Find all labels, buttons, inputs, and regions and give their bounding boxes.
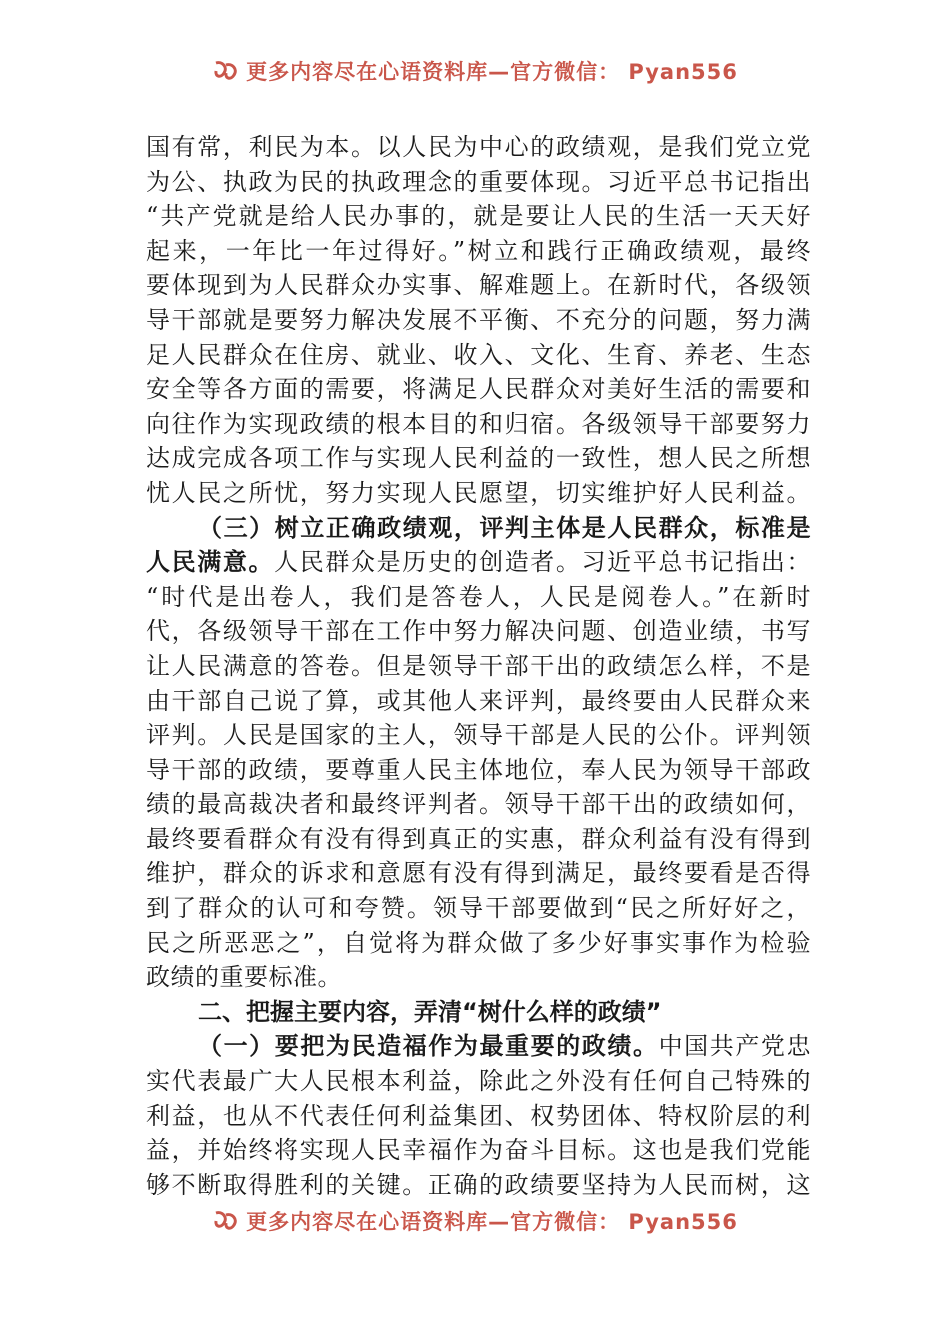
paragraph-line: 向往作为实现政绩的根本目的和归宿。各级领导干部要努力: [146, 409, 811, 438]
paragraph-line: 让人民满意的答卷。但是领导干部干出的政绩怎么样，不是: [146, 651, 811, 680]
paragraph-line: （一）要把为民造福作为最重要的政绩。中国共产党忠: [198, 1031, 812, 1061]
paragraph-line: 够不断取得胜利的关键。正确的政绩要坚持为人民而树，这: [146, 1170, 811, 1199]
paragraph-line: 实代表最广大人民根本利益，除此之外没有任何自己特殊的: [146, 1067, 811, 1096]
section-subheading: （一）要把为民造福作为最重要的政绩。: [198, 1031, 659, 1061]
paragraph-line: 国有常，利民为本。以人民为中心的政绩观，是我们党立党: [146, 133, 811, 161]
watermark-top: [0, 51, 950, 91]
watermark-bottom: [0, 1201, 950, 1241]
paragraph-line: 足人民群众在住房、就业、收入、文化、生育、养老、生态: [146, 340, 811, 369]
paragraph-line: 益，并始终将实现人民幸福作为奋斗目标。这也是我们党能: [146, 1136, 811, 1165]
paragraph-line: 安全等各方面的需要，将满足人民群众对美好生活的需要和: [146, 375, 811, 404]
paragraph-line: “时代是出卷人，我们是答卷人，人民是阅卷人。”在新时: [146, 582, 811, 611]
paragraph-line: [146, 511, 811, 546]
paragraph-line: 要体现到为人民群众办实事、解难题上。在新时代，各级领: [146, 271, 811, 300]
paragraph-line: 代，各级领导干部在工作中努力解决问题、创造业绩，书写: [146, 617, 811, 646]
section-subheading-cont: 人民满意。: [146, 547, 275, 577]
paragraph-line: “共产党就是给人民办事的，就是要让人民的生活一天天好: [146, 202, 811, 231]
paragraph-3: [146, 1029, 811, 1202]
watermark-text: 更多内容尽在心语资料库—官方微信： Pyan556: [246, 60, 738, 84]
paragraph-line: 绩的最高裁决者和最终评判者。领导干部干出的政绩如何，: [146, 790, 811, 819]
paragraph-line: 民之所恶恶之”，自觉将为群众做了多少好事实事作为检验: [146, 928, 811, 957]
paragraph-line: 导干部的政绩，要尊重人民主体地位，奉人民为领导干部政: [146, 755, 811, 784]
paragraph-1: [146, 130, 811, 511]
paragraph-line: 起来，一年比一年过得好。”树立和践行正确政绩观，最终: [146, 236, 811, 265]
paragraph-line: 到了群众的认可和夸赞。领导干部要做到“民之所好好之，: [146, 894, 811, 923]
paragraph-line: 人民满意。人民群众是历史的创造者。习近平总书记指出：: [146, 547, 812, 577]
document-body: [146, 130, 811, 1202]
logo-icon: [212, 1209, 240, 1233]
paragraph-2: [146, 511, 811, 995]
paragraph-line: 忧人民之所忧，努力实现人民愿望，切实维护好人民利益。: [146, 478, 811, 507]
paragraph-line: 为公、执政为民的执政理念的重要体现。习近平总书记指出: [146, 167, 811, 196]
paragraph-line: 评判。人民是国家的主人，领导干部是人民的公仆。评判领: [146, 721, 811, 750]
paragraph-line: 维护，群众的诉求和意愿有没有得到满足，最终要看是否得: [146, 859, 811, 888]
paragraph-line: 利益，也从不代表任何利益集团、权势团体、特权阶层的利: [146, 1101, 811, 1130]
paragraph-line: 达成完成各项工作与实现人民利益的一致性，想人民之所想: [146, 444, 811, 473]
paragraph-line: 政绩的重要标准。: [146, 963, 342, 992]
paragraph-line: 导干部就是要努力解决发展不平衡、不充分的问题，努力满: [146, 305, 811, 334]
watermark-text: 更多内容尽在心语资料库—官方微信： Pyan556: [246, 1210, 738, 1234]
section-heading: 二、把握主要内容，弄清“树什么样的政绩”: [198, 997, 662, 1026]
paragraph-line: 由干部自己说了算，或其他人来评判，最终要由人民群众来: [146, 686, 811, 715]
logo-icon: [212, 59, 240, 83]
paragraph-line: 最终要看群众有没有得到真正的实惠，群众利益有没有得到: [146, 824, 811, 853]
section-subheading: （三）树立正确政绩观，评判主体是人民群众，标准是: [198, 512, 811, 542]
